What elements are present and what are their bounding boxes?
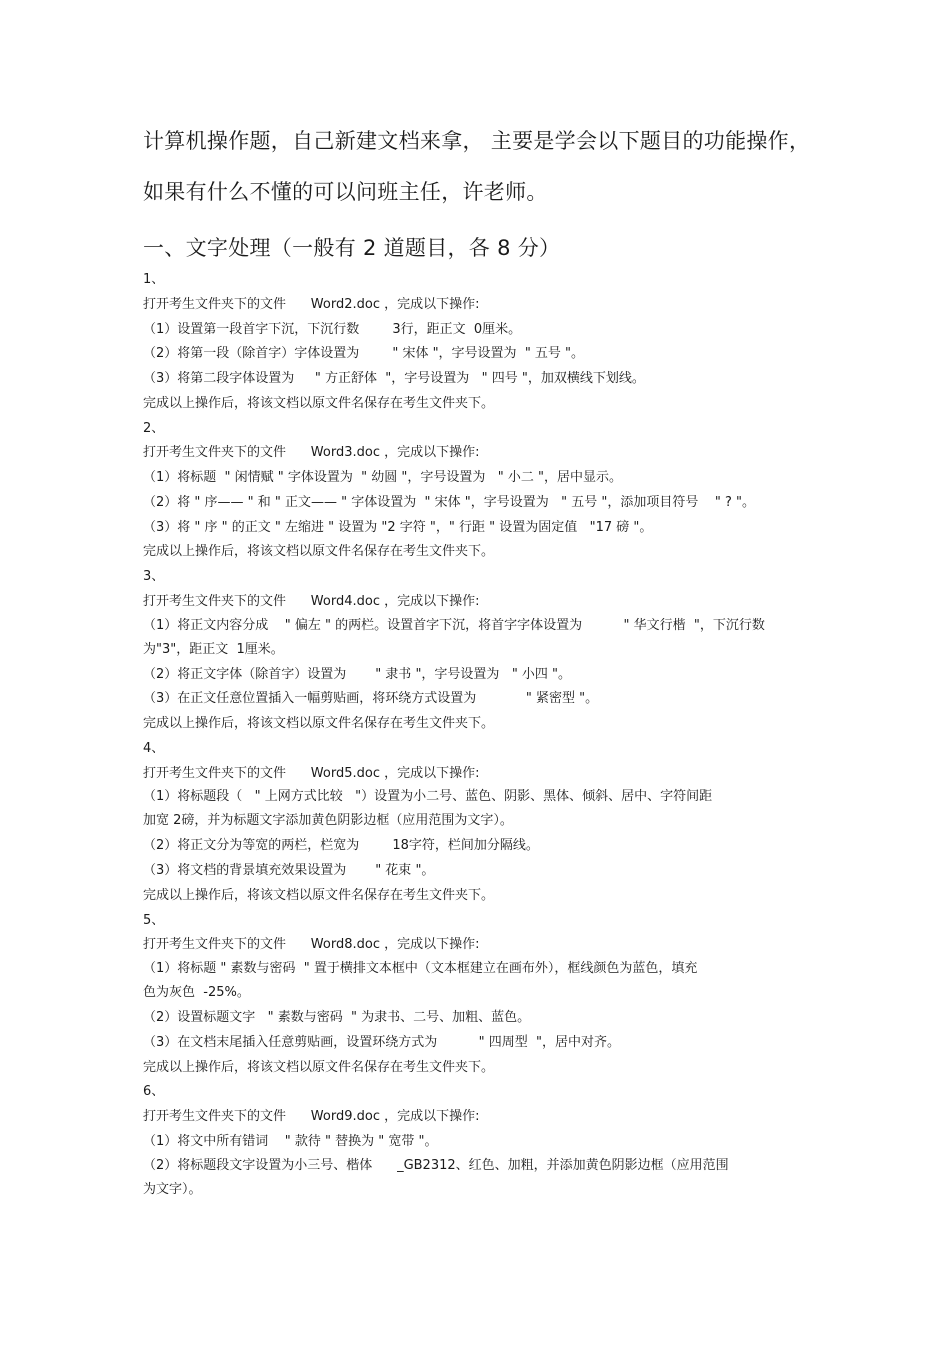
question-number: 1、: [143, 272, 165, 287]
task-step: （1）将文中所有错词 " 款待 " 替换为 " 宽带 "。: [143, 1133, 438, 1149]
question-number: 6、: [143, 1084, 165, 1100]
question-number: 4、: [143, 740, 165, 756]
task-step-continued: 为文字）。: [143, 1181, 202, 1197]
task-intro: 打开考生文件夹下的文件 Word4.doc ，完成以下操作:: [143, 593, 480, 609]
task-step: （3）在正文任意位置插入一幅剪贴画，将环绕方式设置为 " 紧密型 "。: [143, 691, 599, 707]
task-step-continued: 色为灰色 -25%。: [143, 985, 250, 1000]
task-step: （2）将正文分为等宽的两栏，栏宽为 18字符，栏间加分隔线。: [143, 838, 539, 854]
section-heading: 一、文字处理（一般有 2 道题目，各 8 分）: [143, 236, 561, 260]
task-intro: 打开考生文件夹下的文件 Word3.doc ，完成以下操作:: [143, 445, 480, 461]
task-footer: 完成以上操作后，将该文档以原文件名保存在考生文件夹下。: [143, 544, 495, 560]
task-step: （3）将文档的背景填充效果设置为 " 花束 "。: [143, 863, 435, 878]
task-step: （3）将 " 序 " 的正文 " 左缩进 " 设置为 "2 字符 "，" 行距 " 设置为固定值 "17 磅 "。: [143, 519, 653, 535]
task-step: （1）将正文内容分成 " 偏左 " 的两栏。设置首字下沉，将首字字体设置为 " 华文行楷 "，下沉行数: [143, 617, 765, 633]
task-footer: 完成以上操作后，将该文档以原文件名保存在考生文件夹下。: [143, 395, 495, 411]
question-number: 5、: [143, 912, 165, 928]
question-number: 2、: [143, 420, 165, 436]
task-step: （2）将标题段文字设置为小三号、楷体 _GB2312、红色、加粗，并添加黄色阴影边框（应用范围: [143, 1157, 729, 1173]
task-footer: 完成以上操作后，将该文档以原文件名保存在考生文件夹下。: [143, 887, 495, 903]
task-step-continued: 为"3"，距正文 1厘米。: [143, 641, 284, 657]
intro-line-2: 如果有什么不懂的可以问班主任，许老师。: [143, 180, 548, 204]
intro-line-1: 计算机操作题，自己新建文档来拿， 主要是学会以下题目的功能操作，: [143, 129, 811, 153]
question-number: 3、: [143, 569, 165, 584]
task-step: （1）将标题 " 素数与密码 " 置于横排文本框中（文本框建立在画布外），框线颜色为蓝色，填充: [143, 961, 698, 976]
task-footer: 完成以上操作后，将该文档以原文件名保存在考生文件夹下。: [143, 716, 495, 731]
task-step: （2）设置标题文字 " 素数与密码 " 为隶书、二号、加粗、蓝色。: [143, 1010, 531, 1025]
task-step: （1）将标题 " 闲情赋 " 字体设置为 " 幼圆 "，字号设置为 " 小二 "，居中显示。: [143, 470, 623, 485]
task-step: （2）将第一段（除首字）字体设置为 " 宋体 "，字号设置为 " 五号 "。: [143, 346, 585, 362]
task-step: （3）将第二段字体设置为 " 方正舒体 "，字号设置为 " 四号 "，加双横线下划线。: [143, 371, 645, 386]
document-body: [143, 268, 843, 1203]
task-step: （2）将 " 序—— " 和 " 正文—— " 字体设置为 " 宋体 "，字号设置为 " 五号 "，添加项目符号 " ? "。: [143, 494, 756, 510]
task-step-continued: 加宽 2磅，并为标题文字添加黄色阴影边框（应用范围为文字）。: [143, 813, 513, 829]
task-step: （3）在文档末尾插入任意剪贴画，设置环绕方式为 " 四周型 "，居中对齐。: [143, 1034, 620, 1050]
task-footer: 完成以上操作后，将该文档以原文件名保存在考生文件夹下。: [143, 1059, 495, 1075]
task-intro: 打开考生文件夹下的文件 Word5.doc ，完成以下操作:: [143, 765, 480, 781]
task-intro: 打开考生文件夹下的文件 Word9.doc ，完成以下操作:: [143, 1109, 480, 1124]
task-intro: 打开考生文件夹下的文件 Word8.doc ，完成以下操作:: [143, 937, 480, 953]
task-step: （2）将正文字体（除首字）设置为 " 隶书 "，字号设置为 " 小四 "。: [143, 666, 572, 682]
task-step: （1）设置第一段首字下沉，下沉行数 3行，距正文 0厘米。: [143, 321, 522, 337]
task-intro: 打开考生文件夹下的文件 Word2.doc ，完成以下操作:: [143, 296, 480, 312]
task-step: （1）将标题段（ " 上网方式比较 "）设置为小二号、蓝色、阴影、黑体、倾斜、居中、字符间距: [143, 789, 713, 805]
